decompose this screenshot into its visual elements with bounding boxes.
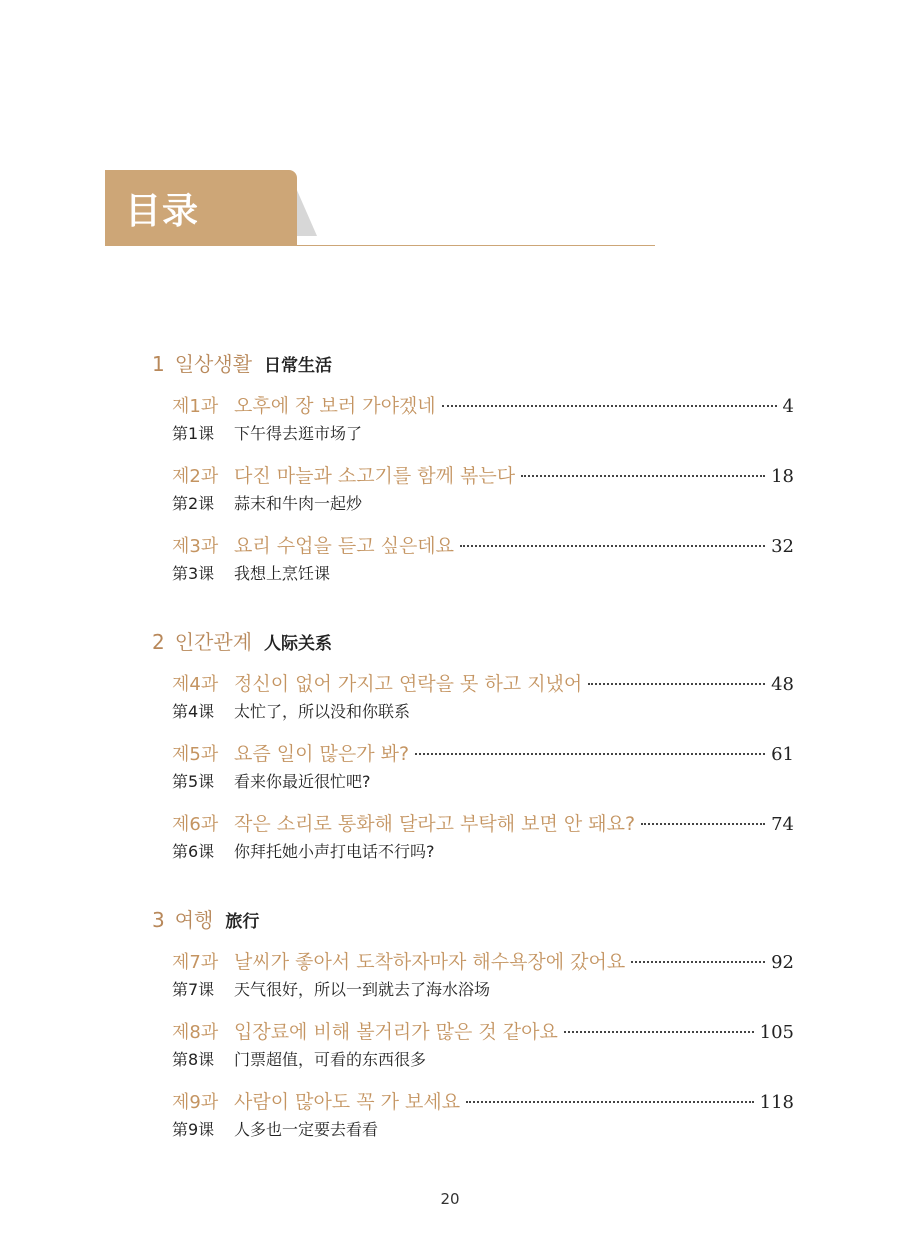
dot-leader [564,1031,754,1033]
lesson-number-korean: 제5과 [172,744,219,765]
lesson-number-korean: 제4과 [172,674,219,695]
lesson-number-chinese: 第6课 [172,842,215,861]
page-reference: 74 [771,814,794,835]
lesson-title-korean: 사람이 많아도 꼭 가 보세요 [234,1091,461,1113]
section-heading-3 [152,904,259,933]
lesson-title-chinese: 下午得去逛市场了 [234,424,363,443]
lesson-number-chinese: 第3课 [172,564,215,583]
title-underline [105,245,655,246]
dot-leader [460,545,765,547]
lesson-title-chinese: 天气很好，所以一到就去了海水浴场 [234,980,491,999]
lesson-title-chinese: 太忙了，所以没和你联系 [234,702,411,721]
lesson-title-chinese: 看来你最近很忙吧? [234,772,371,791]
section-title-korean: 여행 [174,908,214,932]
dot-leader [631,961,765,963]
lesson-title-chinese: 人多也一定要去看看 [234,1120,379,1139]
lesson-number-chinese: 第9课 [172,1120,215,1139]
lesson-title-korean: 요즘 일이 많은가 봐? [234,743,410,765]
page-reference: 18 [771,466,794,487]
dot-leader [521,475,765,477]
lesson-number-korean: 제8과 [172,1022,219,1043]
lesson-number-chinese: 第7课 [172,980,215,999]
lesson-title-korean: 작은 소리로 통화해 달라고 부탁해 보면 안 돼요? [234,813,636,835]
section-heading-2 [152,626,332,655]
section-title-korean: 일상생활 [174,352,253,376]
toc-entry-lesson-7[interactable] [172,947,794,1000]
section-title-chinese: 日常生活 [264,356,333,376]
lesson-title-korean: 날씨가 좋아서 도착하자마자 해수욕장에 갔어요 [234,951,626,973]
page-number: 20 [440,1190,460,1208]
lesson-title-chinese: 门票超值，可看的东西很多 [234,1050,427,1069]
section-title-korean: 인간관계 [174,630,253,654]
lesson-number-korean: 제9과 [172,1092,219,1113]
lesson-number-korean: 제6과 [172,814,219,835]
toc-entry-lesson-5[interactable] [172,739,794,792]
section-title-chinese: 人际关系 [264,634,333,654]
dot-leader [442,405,777,407]
page-reference: 61 [771,744,794,765]
lesson-title-korean: 요리 수업을 듣고 싶은데요 [234,535,455,557]
lesson-title-chinese: 你拜托她小声打电话不行吗? [234,842,435,861]
lesson-title-korean: 정신이 없어 가지고 연락을 못 하고 지냈어 [234,673,583,695]
toc-entry-lesson-8[interactable] [172,1017,794,1070]
page-reference: 48 [771,674,794,695]
section-number: 1 [152,352,165,376]
title-tab [105,170,297,246]
lesson-title-korean: 입장료에 비해 볼거리가 많은 것 같아요 [234,1021,558,1043]
lesson-number-chinese: 第1课 [172,424,215,443]
lesson-number-korean: 제2과 [172,466,219,487]
page-reference: 105 [759,1022,794,1043]
dot-leader [466,1101,754,1103]
lesson-number-chinese: 第4课 [172,702,215,721]
lesson-title-korean: 다진 마늘과 소고기를 함께 볶는다 [234,465,516,487]
section-title-chinese: 旅行 [225,912,260,932]
page-title: 目录 [125,190,200,232]
dot-leader [641,823,765,825]
toc-entry-lesson-4[interactable] [172,669,794,722]
toc-entry-lesson-9[interactable] [172,1087,794,1140]
lesson-title-korean: 오후에 장 보러 가야겠네 [234,395,436,417]
page-reference: 118 [759,1092,794,1113]
lesson-title-chinese: 我想上烹饪课 [234,564,331,583]
toc-entry-lesson-2[interactable] [172,461,794,514]
section-heading-1 [152,348,332,377]
lesson-number-korean: 제1과 [172,396,219,417]
lesson-number-chinese: 第5课 [172,772,215,791]
section-number: 2 [152,630,165,654]
lesson-number-korean: 제3과 [172,536,219,557]
page-reference: 32 [771,536,794,557]
dot-leader [588,683,765,685]
section-number: 3 [152,908,165,932]
toc-entry-lesson-3[interactable] [172,531,794,584]
toc-entry-lesson-6[interactable] [172,809,794,862]
lesson-number-korean: 제7과 [172,952,219,973]
lesson-title-chinese: 蒜末和牛肉一起炒 [234,494,363,513]
toc-entry-lesson-1[interactable] [172,391,794,444]
lesson-number-chinese: 第2课 [172,494,215,513]
dot-leader [415,753,765,755]
lesson-number-chinese: 第8课 [172,1050,215,1069]
page-reference: 92 [771,952,794,973]
page-reference: 4 [782,396,794,417]
